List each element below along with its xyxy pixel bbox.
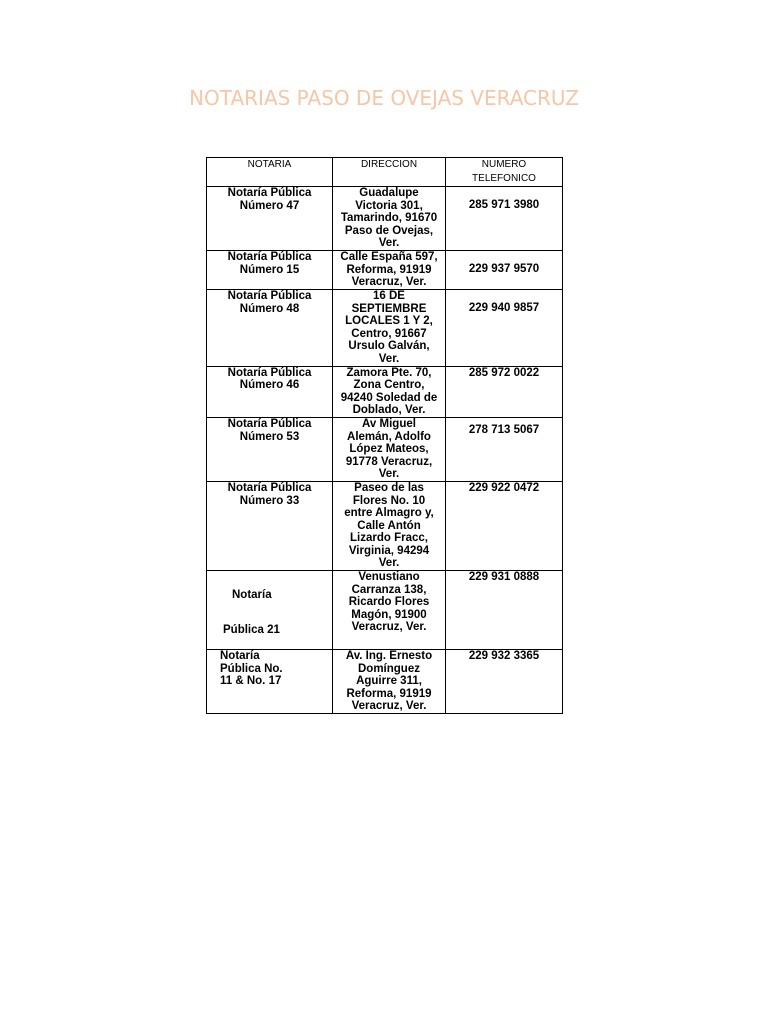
notaria-cell [207,571,333,650]
direccion-cell: Calle España 597, Reforma, 91919 Veracruz, Ver. [333,250,446,289]
direccion-cell: Venustiano Carranza 138, Ricardo Flores Magón, 91900 Veracruz, Ver. [333,571,446,650]
direccion-cell: Guadalupe Victoria 301, Tamarindo, 91670 Paso de Ovejas, Ver. [333,187,446,251]
table-row [207,289,563,366]
notaria-cell: Notaría Pública Número 53 [207,417,333,481]
table-row [207,650,563,714]
table-header-row [207,158,563,187]
telefono-cell: 229 932 3365 [446,650,563,714]
header-notaria: NOTARIA [207,158,333,187]
telefono-cell: 285 971 3980 [446,187,563,251]
document-title: NOTARIAS PASO DE OVEJAS VERACRUZ [189,86,579,110]
header-direccion: DIRECCION [333,158,446,187]
notaria-cell: Notaría Pública Número 48 [207,289,333,366]
table-row [207,571,563,650]
notarias-table [206,157,563,714]
telefono-cell: 229 940 9857 [446,289,563,366]
table-row [207,187,563,251]
header-telefono: NUMERO TELEFONICO [446,158,563,187]
telefono-cell: 285 972 0022 [446,366,563,417]
telefono-cell: 229 937 9570 [446,250,563,289]
direccion-cell: Av. Ing. Ernesto Domínguez Aguirre 311, Reforma, 91919 Veracruz, Ver. [333,650,446,714]
telefono-cell: 229 931 0888 [446,571,563,650]
notaria-line-2: Pública 21 [223,623,280,636]
notaria-cell: Notaría Pública No. 11 & No. 17 [207,650,333,714]
table-row [207,417,563,481]
direccion-cell: Paseo de las Flores No. 10 entre Almagro y, Calle Antón Lizardo Fracc, Virginia, 94294 Ver. [333,481,446,570]
table-row [207,250,563,289]
direccion-cell: Zamora Pte. 70, Zona Centro, 94240 Soledad de Doblado, Ver. [333,366,446,417]
notaria-cell: Notaría Pública Número 33 [207,481,333,570]
direccion-cell: Av Miguel Alemán, Adolfo López Mateos, 91778 Veracruz, Ver. [333,417,446,481]
table-row [207,481,563,570]
telefono-cell: 229 922 0472 [446,481,563,570]
notaria-cell: Notaría Pública Número 15 [207,250,333,289]
notaria-line-1: Notaría [232,589,272,602]
notaria-cell: Notaría Pública Número 46 [207,366,333,417]
notaria-cell: Notaría Pública Número 47 [207,187,333,251]
telefono-cell: 278 713 5067 [446,417,563,481]
direccion-cell: 16 DE SEPTIEMBRE LOCALES 1 Y 2, Centro, 91667 Ursulo Galván, Ver. [333,289,446,366]
table-row [207,366,563,417]
